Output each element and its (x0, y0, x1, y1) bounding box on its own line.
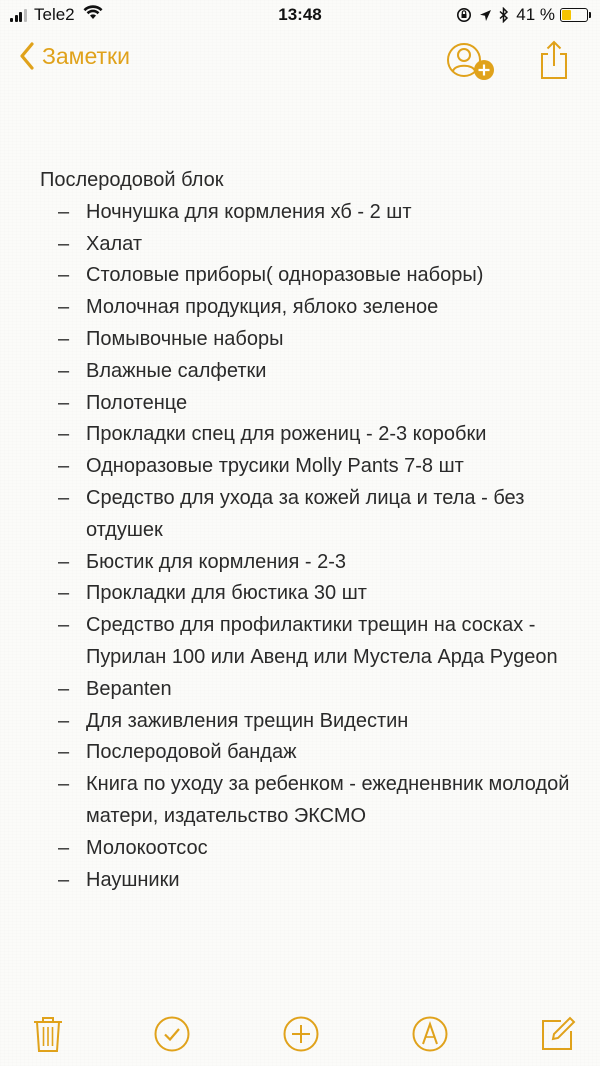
list-item-text: Халат (86, 232, 142, 255)
list-item (40, 419, 570, 451)
markup-icon (411, 1015, 449, 1053)
list-item (40, 706, 570, 738)
list-item-text: Прокладки для бюстика 30 шт (86, 582, 367, 605)
list-item (40, 833, 570, 865)
list-item-text: Наушники (86, 868, 180, 891)
list-bullet-dash: – (58, 709, 70, 732)
carrier-name: Tele2 (34, 5, 75, 24)
share-button[interactable] (534, 38, 574, 82)
back-button-label: Заметки (42, 42, 130, 69)
list-bullet-dash: – (58, 423, 70, 446)
list-bullet-dash: – (58, 200, 70, 223)
list-item-text: Полотенце (86, 391, 188, 414)
add-icon (282, 1015, 320, 1053)
add-person-icon (446, 40, 498, 84)
list-bullet-dash: – (58, 486, 70, 509)
list-item-text: Бюстик для кормления - 2-3 (86, 550, 346, 573)
list-item (40, 769, 570, 833)
trash-icon (31, 1014, 65, 1054)
list-item (40, 451, 570, 483)
list-item-text: Столовые приборы( одноразовые наборы) (86, 264, 484, 287)
markup-button[interactable] (410, 1014, 450, 1054)
list-item-text: Влажные салфетки (86, 359, 267, 382)
list-item (40, 388, 570, 420)
chevron-left-icon (20, 42, 34, 70)
clock: 13:48 (278, 5, 322, 24)
list-item-text: Помывочные наборы (86, 327, 284, 350)
list-bullet-dash: – (58, 232, 70, 255)
share-icon (534, 38, 574, 82)
back-button[interactable] (20, 42, 130, 70)
orientation-lock-icon (456, 7, 472, 23)
status-bar (0, 0, 600, 30)
list-item-text: Книга по уходу за ребенком - ежедненвник молодой матери, издательство ЭКСМО (86, 773, 570, 827)
bluetooth-icon (499, 7, 509, 23)
list-item (40, 356, 570, 388)
list-bullet-dash: – (58, 359, 70, 382)
list-item (40, 483, 570, 547)
list-item (40, 674, 570, 706)
note-title: Послеродовой блок (40, 169, 224, 191)
battery-icon (560, 8, 588, 22)
list-item-text: Молочная продукция, яблоко зеленое (86, 296, 439, 319)
battery-level-fill (562, 10, 571, 20)
list-item (40, 197, 570, 229)
list-bullet-dash: – (58, 327, 70, 350)
list-item (40, 292, 570, 324)
list-item (40, 865, 570, 897)
list-item (40, 324, 570, 356)
list-item (40, 547, 570, 579)
battery-percent: 41 % (516, 5, 555, 24)
list-item-text: Bepanten (86, 677, 172, 700)
list-bullet-dash: – (58, 296, 70, 319)
list-bullet-dash: – (58, 455, 70, 478)
list-bullet-dash: – (58, 614, 70, 637)
list-bullet-dash: – (58, 868, 70, 891)
list-item-text: Средство для профилактики трещин на сосках - Пурилан 100 или Авенд или Мустела Арда Pygeon (86, 614, 558, 668)
note-list (40, 197, 570, 897)
list-bullet-dash: – (58, 264, 70, 287)
list-item-text: Прокладки спец для рожениц - 2-3 коробки (86, 423, 487, 446)
list-bullet-dash: – (58, 677, 70, 700)
list-item-text: Ночнушка для кормления хб - 2 шт (86, 200, 412, 223)
list-bullet-dash: – (58, 773, 70, 796)
checklist-button[interactable] (152, 1014, 192, 1054)
list-bullet-dash: – (58, 391, 70, 414)
list-item (40, 578, 570, 610)
list-item-text: Послеродовой бандаж (86, 741, 297, 764)
bottom-toolbar (0, 1008, 600, 1064)
location-icon (479, 9, 492, 22)
list-item (40, 260, 570, 292)
list-bullet-dash: – (58, 582, 70, 605)
list-item-text: Одноразовые трусики Molly Pants 7-8 шт (86, 455, 464, 478)
list-item (40, 737, 570, 769)
list-item-text: Средство для ухода за кожей лица и тела - без отдушек (86, 486, 525, 541)
add-button[interactable] (281, 1014, 321, 1054)
status-right (449, 5, 588, 25)
list-item-text: Молокоотсос (86, 836, 208, 859)
list-item (40, 229, 570, 261)
list-bullet-dash: – (58, 550, 70, 573)
delete-button[interactable] (28, 1014, 68, 1054)
checklist-icon (153, 1015, 191, 1053)
navigation-bar (0, 32, 600, 90)
compose-icon (539, 1015, 577, 1053)
list-item-text: Для заживления трещин Видестин (86, 709, 409, 732)
compose-button[interactable] (538, 1014, 578, 1054)
list-bullet-dash: – (58, 836, 70, 859)
list-bullet-dash: – (58, 741, 70, 764)
add-person-button[interactable] (446, 40, 498, 84)
list-item (40, 610, 570, 674)
note-body[interactable] (40, 165, 570, 896)
